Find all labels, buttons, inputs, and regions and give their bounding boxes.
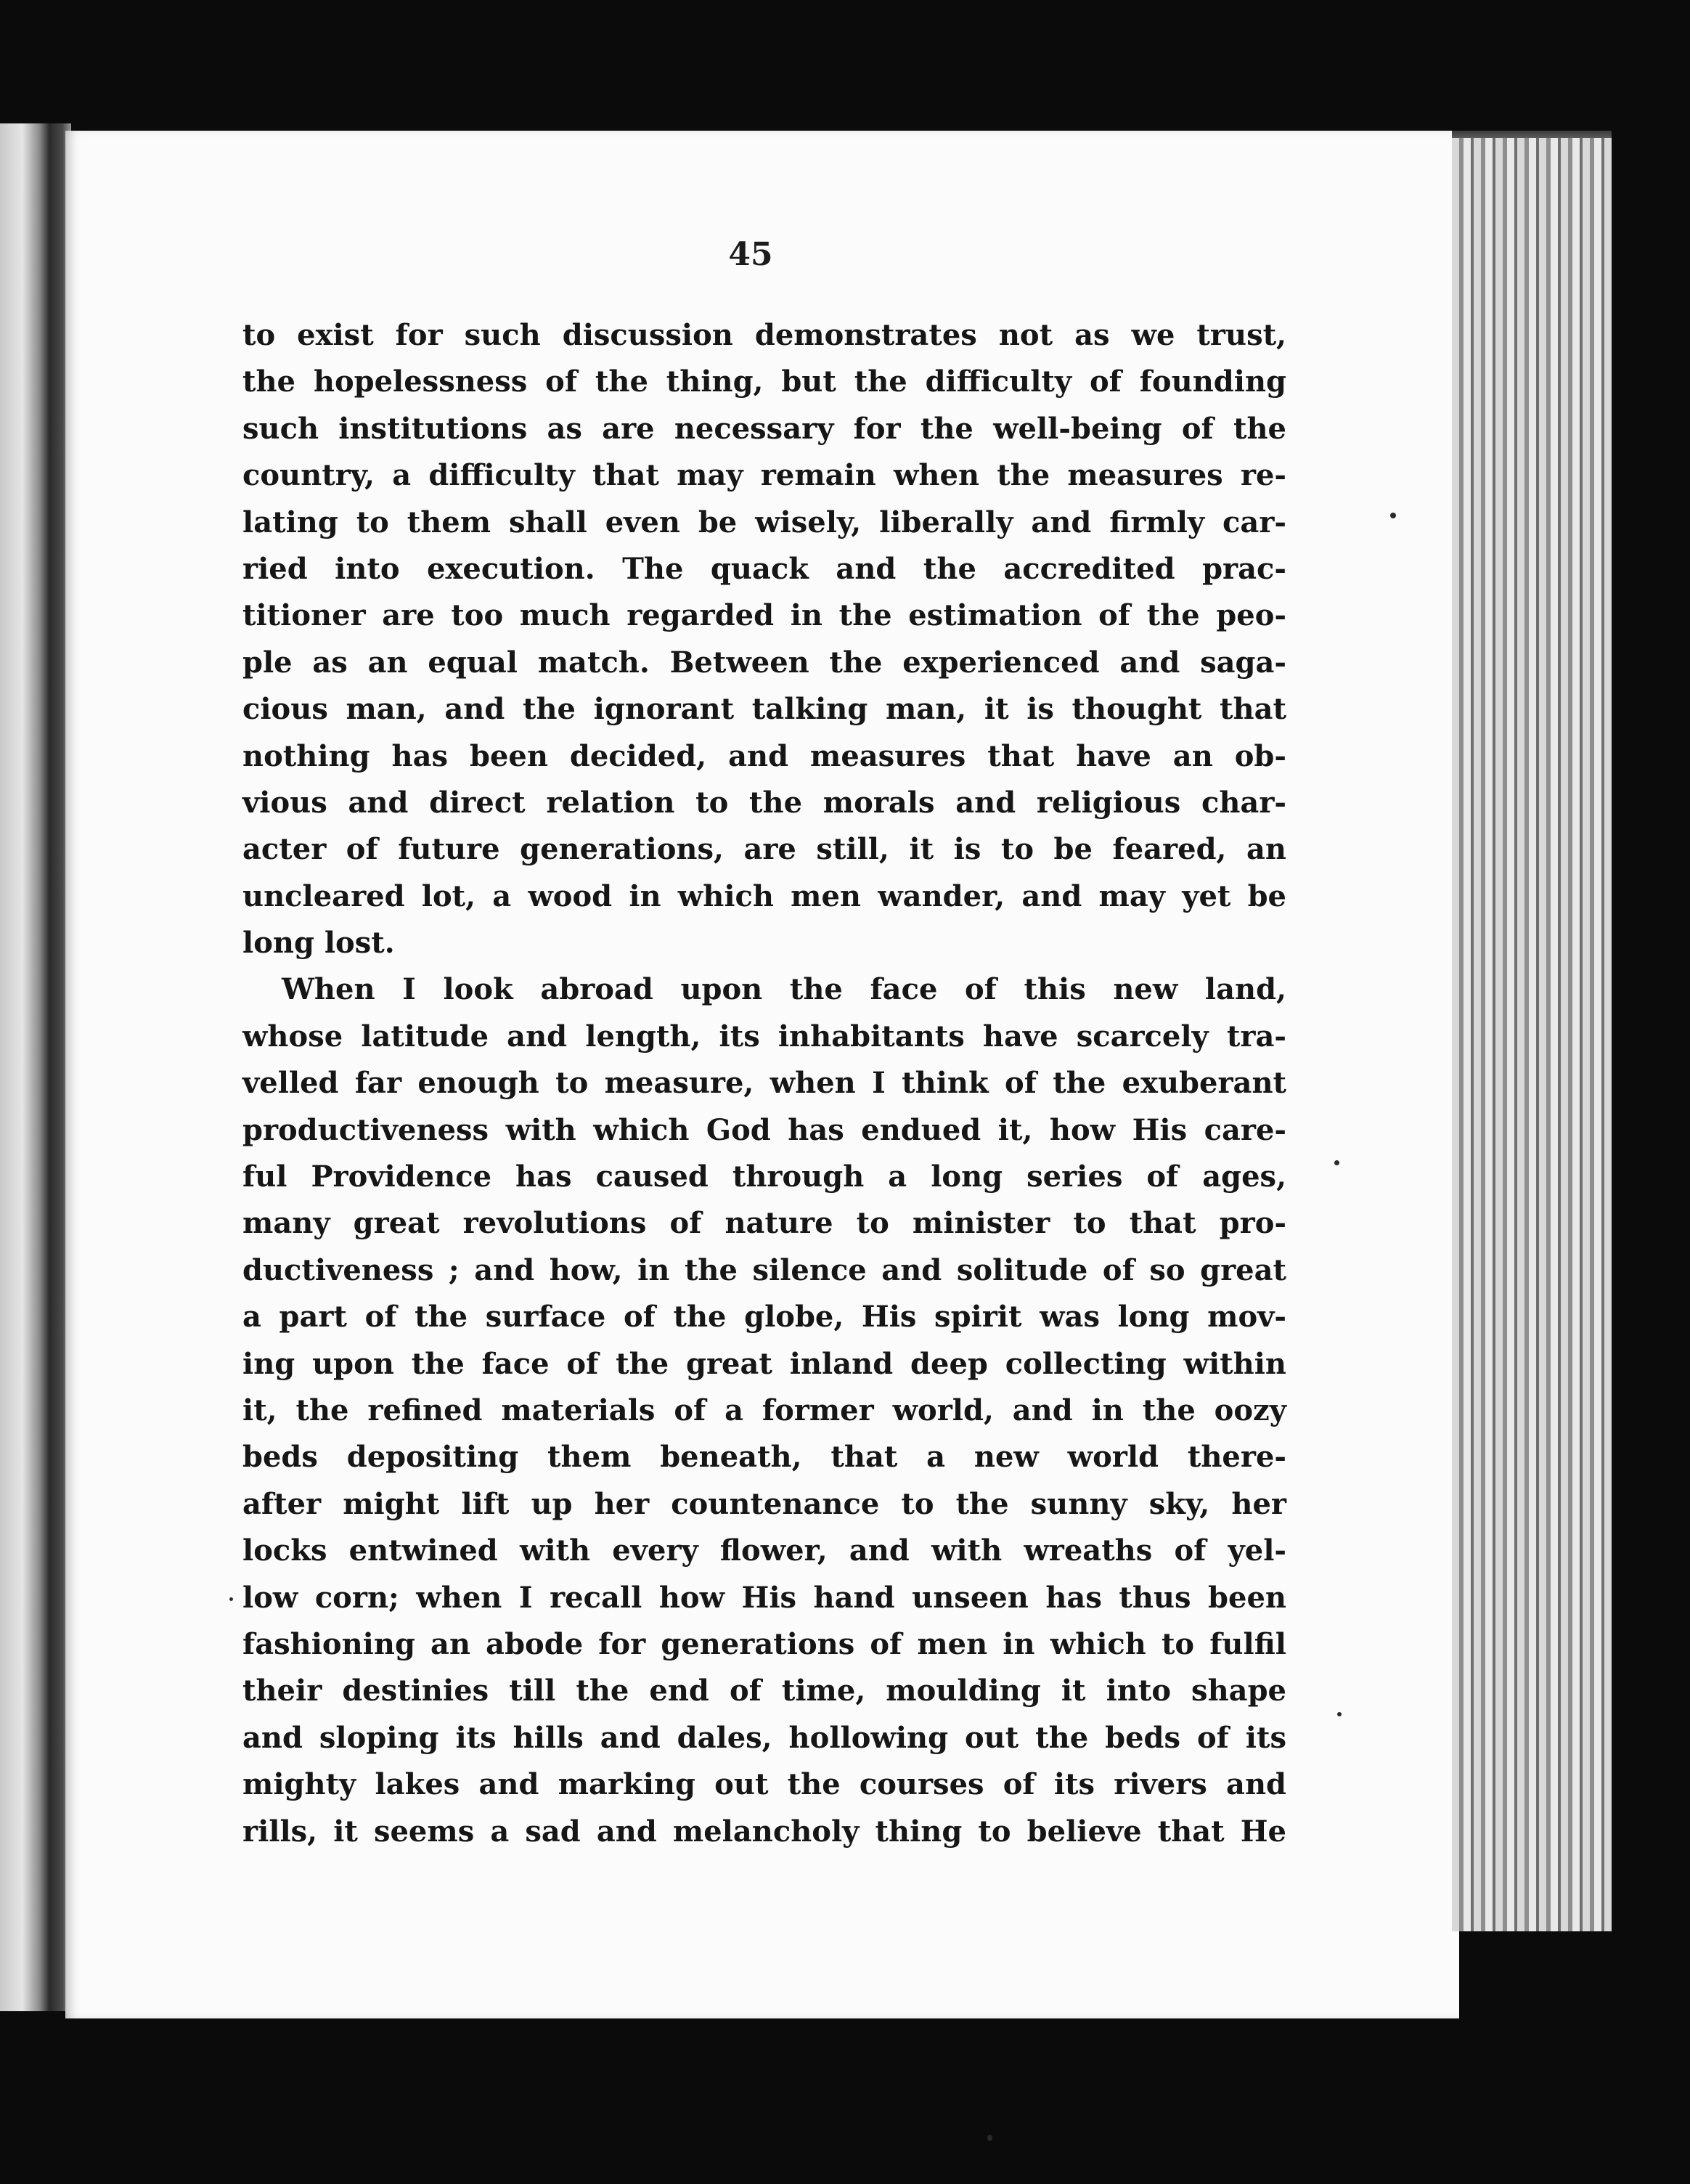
text-line: a part of the surface of the globe, His spirit was long mov- xyxy=(242,1300,1286,1335)
text-line: and sloping its hills and dales, hollowing out the beds of its xyxy=(242,1720,1286,1755)
text-line: nothing has been decided, and measures that have an ob- xyxy=(242,738,1286,773)
text-line: long lost. xyxy=(242,926,395,961)
dust-speck xyxy=(1390,513,1396,518)
text-line: after might lift up her countenance to the sunny sky, her xyxy=(242,1486,1286,1521)
text-line: ductiveness ; and how, in the silence and solitude of so great xyxy=(242,1252,1286,1287)
body-text xyxy=(242,312,1286,1855)
text-line: ple as an equal match. Between the experienced and saga- xyxy=(242,645,1286,680)
text-line: beds depositing them beneath, that a new world there- xyxy=(242,1440,1286,1475)
text-line: rills, it seems a sad and melancholy thing to believe that He xyxy=(242,1814,1286,1849)
text-line: low corn; when I recall how His hand unseen has thus been xyxy=(242,1580,1286,1615)
previous-page-edge xyxy=(0,123,49,2011)
text-line: When I look abroad upon the face of this new land, xyxy=(282,972,1286,1007)
dust-speck xyxy=(229,1597,233,1601)
text-line: titioner are too much regarded in the estimation of the peo- xyxy=(242,598,1286,633)
text-line: ing upon the face of the great inland deep collecting within xyxy=(242,1346,1286,1381)
text-line: ried into execution. The quack and the accredited prac- xyxy=(242,551,1286,586)
page-number: 45 xyxy=(728,236,773,273)
paragraph xyxy=(242,966,1286,1854)
text-line: cious man, and the ignorant talking man, it is thought that xyxy=(242,692,1286,727)
paragraph xyxy=(242,312,1286,966)
text-line: productiveness with which God has endued it, how His care- xyxy=(242,1112,1286,1147)
text-line: to exist for such discussion demonstrates not as we trust, xyxy=(242,318,1286,352)
dust-speck xyxy=(1334,1160,1339,1165)
text-line: many great revolutions of nature to minister to that pro- xyxy=(242,1206,1286,1241)
text-line: mighty lakes and marking out the courses of its rivers and xyxy=(242,1767,1286,1802)
text-line: whose latitude and length, its inhabitants have scarcely tra- xyxy=(242,1019,1286,1054)
text-line: the hopelessness of the thing, but the difficulty of founding xyxy=(242,364,1286,399)
text-line: fashioning an abode for generations of men in which to fulfil xyxy=(242,1626,1286,1661)
page-stack-edges xyxy=(1452,138,1612,1931)
text-line: such institutions as are necessary for the well-being of the xyxy=(242,411,1286,446)
text-line: velled far enough to measure, when I think of the exuberant xyxy=(242,1066,1286,1101)
text-line: country, a difficulty that may remain when the measures re- xyxy=(242,458,1286,493)
text-line: uncleared lot, a wood in which men wander, and may yet be xyxy=(242,879,1286,913)
text-line: it, the refined materials of a former world, and in the oozy xyxy=(242,1393,1286,1427)
text-line: their destinies till the end of time, moulding it into shape xyxy=(242,1674,1286,1708)
dust-speck xyxy=(987,2135,992,2141)
dust-speck xyxy=(1337,1712,1342,1716)
text-line: lating to them shall even be wisely, liberally and firmly car- xyxy=(242,505,1286,539)
text-line: locks entwined with every flower, and with wreaths of yel- xyxy=(242,1533,1286,1568)
text-line: acter of future generations, are still, it is to be feared, an xyxy=(242,832,1286,867)
text-line: vious and direct relation to the morals and religious char- xyxy=(242,785,1286,820)
text-line: ful Providence has caused through a long series of ages, xyxy=(242,1160,1286,1194)
